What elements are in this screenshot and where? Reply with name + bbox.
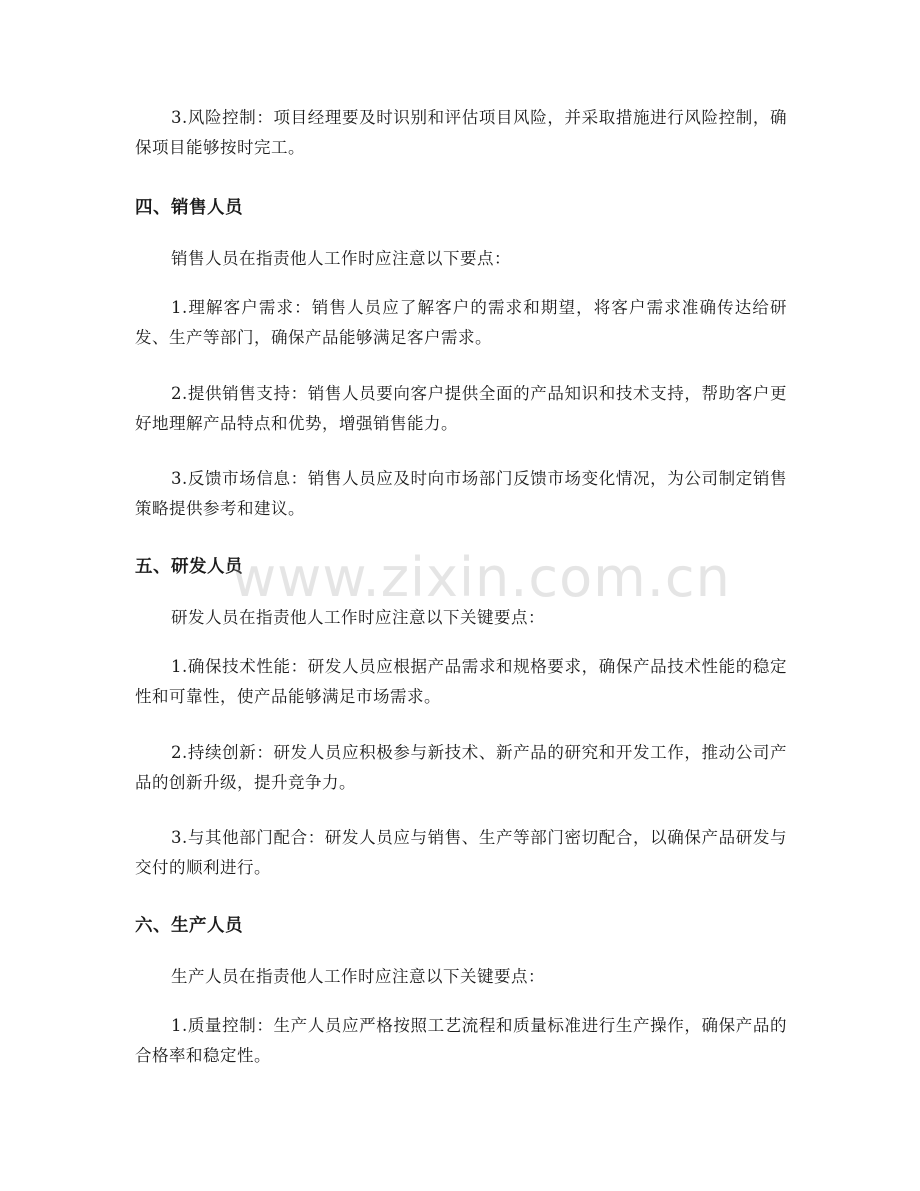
paragraph-risk-control: 3.风险控制：项目经理要及时识别和评估项目风险，并采取措施进行风险控制，确保项目能够按时完工。 bbox=[135, 108, 787, 157]
heading-rd: 五、研发人员 bbox=[135, 557, 243, 577]
paragraph-rd-2: 2.持续创新：研发人员应积极参与新技术、新产品的研究和开发工作，推动公司产品的创新升级，提升竞争力。 bbox=[135, 743, 787, 792]
heading-production: 六、生产人员 bbox=[135, 916, 243, 936]
paragraph-rd-3: 3.与其他部门配合：研发人员应与销售、生产等部门密切配合，以确保产品研发与交付的顺利进行。 bbox=[135, 828, 787, 877]
paragraph-production-1: 1.质量控制：生产人员应严格按照工艺流程和质量标准进行生产操作，确保产品的合格率和稳定性。 bbox=[135, 1016, 787, 1065]
paragraph-production-intro: 生产人员在指责他人工作时应注意以下关键要点： bbox=[171, 967, 545, 986]
paragraph-sales-2: 2.提供销售支持：销售人员要向客户提供全面的产品知识和技术支持，帮助客户更好地理解产品特点和优势，增强销售能力。 bbox=[135, 384, 787, 433]
paragraph-sales-3: 3.反馈市场信息：销售人员应及时向市场部门反馈市场变化情况，为公司制定销售策略提供参考和建议。 bbox=[135, 469, 787, 518]
paragraph-sales-1: 1.理解客户需求：销售人员应了解客户的需求和期望，将客户需求准确传达给研发、生产等部门，确保产品能够满足客户需求。 bbox=[135, 298, 787, 347]
heading-sales: 四、销售人员 bbox=[135, 198, 243, 218]
paragraph-sales-intro: 销售人员在指责他人工作时应注意以下要点： bbox=[171, 249, 511, 268]
watermark: www.zixin.com.cn bbox=[232, 546, 731, 609]
paragraph-rd-intro: 研发人员在指责他人工作时应注意以下关键要点： bbox=[171, 608, 545, 627]
paragraph-rd-1: 1.确保技术性能：研发人员应根据产品需求和规格要求，确保产品技术性能的稳定性和可靠性，使产品能够满足市场需求。 bbox=[135, 657, 787, 706]
